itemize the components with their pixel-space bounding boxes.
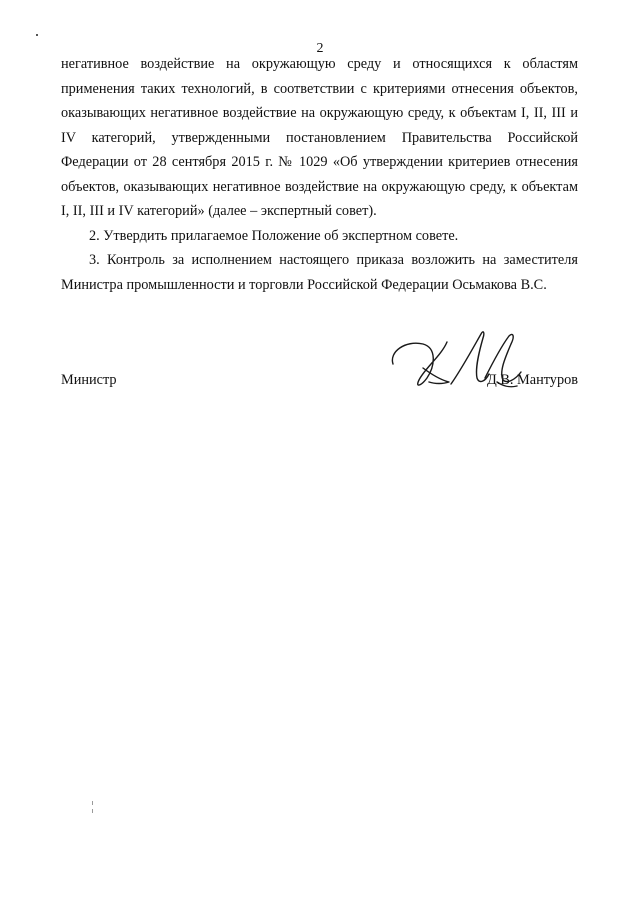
- paragraph-continuation: негативное воздействие на окружающую среду и относящихся к областям применения таких технологий, в соответствии с критериями отнесения объектов, оказывающих негативное воздействие на окружающую среду, к объектам I, II, III и IV категорий, утвержденными постановлением Правительства Российской Федерации от 28 сентября 2015 г. № 1029 «Об утверждении критериев отнесения объектов, оказывающих негативное воздействие на окружающую среду, к объектам I, II, III и IV категорий» (далее – экспертный совет).: [61, 56, 578, 219]
- paragraph-item-3: 3. Контроль за исполнением настоящего приказа возложить на заместителя Министра промышленности и торговли Российской Федерации Осьмакова В.С.: [61, 252, 578, 293]
- handwritten-signature: [385, 322, 535, 402]
- scan-mark: [92, 809, 93, 813]
- signatory-title: Министр: [61, 372, 117, 388]
- scan-mark: [92, 801, 93, 805]
- scan-mark: [36, 34, 38, 36]
- signatory-name: Д.В. Мантуров: [487, 372, 578, 388]
- paragraph-item-2: 2. Утвердить прилагаемое Положение об экспертном совете.: [89, 227, 459, 244]
- page-number: 2: [316, 41, 324, 56]
- document-body: [61, 52, 578, 297]
